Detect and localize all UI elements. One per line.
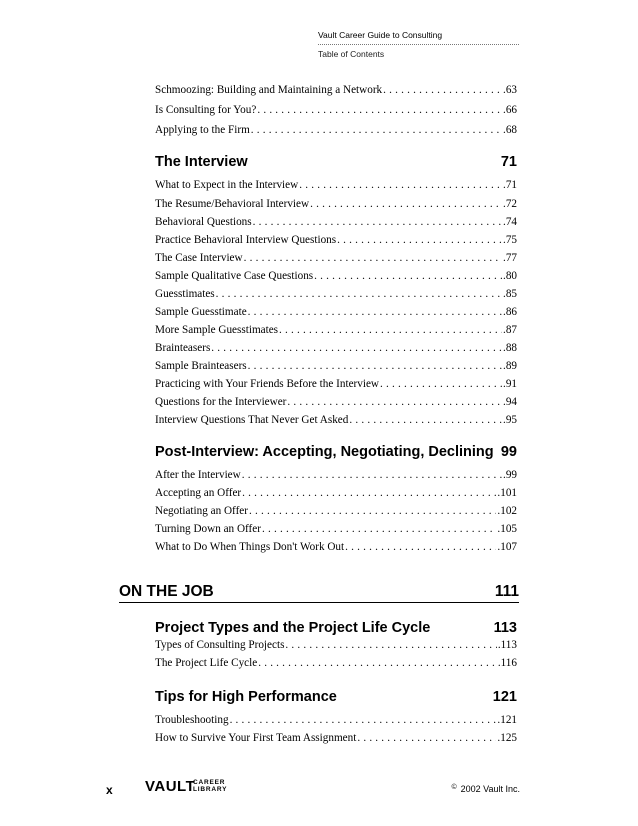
toc-title: After the Interview bbox=[155, 469, 241, 481]
toc-entry bbox=[155, 395, 517, 410]
dot-leader bbox=[230, 713, 497, 728]
toc-entry bbox=[155, 197, 517, 212]
toc-page-number: .68 bbox=[503, 124, 517, 136]
toc-page-number: .89 bbox=[503, 360, 517, 372]
toc-page-number: .102 bbox=[497, 505, 517, 517]
toc-entry bbox=[155, 287, 517, 302]
toc-entry bbox=[155, 486, 517, 501]
header-subtitle: Table of Contents bbox=[318, 49, 385, 59]
logo-wordmark: VAULT bbox=[145, 778, 196, 795]
toc-page-number: 113 bbox=[493, 620, 517, 636]
toc-title: Sample Qualitative Case Questions bbox=[155, 270, 314, 282]
dot-leader bbox=[279, 323, 502, 338]
toc-page-number: .85 bbox=[503, 288, 517, 300]
dot-leader bbox=[258, 656, 497, 671]
toc-page-number: .105 bbox=[497, 523, 517, 535]
dot-leader bbox=[242, 486, 496, 501]
toc-page-number: .121 bbox=[497, 714, 517, 726]
toc-entry bbox=[155, 504, 517, 519]
toc-title: ON THE JOB bbox=[119, 583, 214, 600]
toc-page-number: .63 bbox=[503, 84, 517, 96]
dot-leader bbox=[383, 83, 502, 98]
dot-leader bbox=[337, 233, 502, 248]
dot-leader bbox=[249, 504, 496, 519]
toc-entry bbox=[155, 377, 517, 392]
toc-title: Sample Guesstimate bbox=[155, 306, 247, 318]
toc-title: Is Consulting for You? bbox=[155, 104, 257, 116]
logo-library: LIBRARY bbox=[193, 786, 228, 793]
toc-title: Practicing with Your Friends Before the Interview bbox=[155, 378, 380, 390]
toc-title: Behavioral Questions bbox=[155, 216, 252, 228]
running-header bbox=[318, 30, 519, 59]
dot-leader bbox=[248, 359, 502, 374]
toc-page-number: .107 bbox=[497, 541, 517, 553]
dot-leader bbox=[257, 103, 502, 118]
toc-title: Troubleshooting bbox=[155, 714, 229, 726]
toc-title: Accepting an Offer bbox=[155, 487, 242, 499]
toc-title: Project Types and the Project Life Cycle bbox=[155, 620, 431, 636]
dot-leader bbox=[299, 178, 502, 193]
toc-title: The Interview bbox=[155, 154, 248, 170]
toc-entry bbox=[155, 123, 517, 138]
toc-entry bbox=[155, 713, 517, 728]
logo-career: CAREER bbox=[193, 779, 226, 786]
toc-page-number: 71 bbox=[500, 154, 517, 170]
toc-entry bbox=[155, 359, 517, 374]
toc-section-heading bbox=[155, 443, 517, 461]
toc-page-number: .91 bbox=[503, 378, 517, 390]
toc-page-number: 121 bbox=[492, 689, 517, 705]
dot-leader bbox=[345, 540, 496, 555]
toc-page-number: .86 bbox=[503, 306, 517, 318]
dot-leader bbox=[314, 269, 502, 284]
dot-leader bbox=[216, 287, 502, 302]
toc-title: The Project Life Cycle bbox=[155, 657, 258, 669]
toc-title: What to Do When Things Don't Work Out bbox=[155, 541, 345, 553]
toc-title: How to Survive Your First Team Assignment bbox=[155, 732, 357, 744]
toc-page-number: .77 bbox=[503, 252, 517, 264]
dot-leader bbox=[262, 522, 496, 537]
toc-title: Post-Interview: Accepting, Negotiating, Declining bbox=[155, 444, 494, 460]
toc-page-number: .113 bbox=[497, 639, 517, 651]
dot-leader bbox=[251, 123, 502, 138]
toc-page-number: .125 bbox=[497, 732, 517, 744]
toc-page-number: .95 bbox=[503, 414, 517, 426]
toc-section-heading bbox=[155, 153, 517, 171]
toc-entry bbox=[155, 215, 517, 230]
toc-entry bbox=[155, 233, 517, 248]
toc-page-number: .99 bbox=[503, 469, 517, 481]
toc-entry bbox=[155, 522, 517, 537]
toc-entry bbox=[155, 341, 517, 356]
toc-title: Guesstimates bbox=[155, 288, 215, 300]
toc-title: More Sample Guesstimates bbox=[155, 324, 279, 336]
toc-section-heading bbox=[155, 619, 517, 637]
copyright-symbol: © bbox=[451, 784, 457, 791]
dot-leader bbox=[349, 413, 502, 428]
toc-page-number: .80 bbox=[503, 270, 517, 282]
toc-title: Brainteasers bbox=[155, 342, 211, 354]
toc-title: Schmoozing: Building and Maintaining a Network bbox=[155, 84, 383, 96]
toc-page-number: .116 bbox=[497, 657, 517, 669]
toc-entry bbox=[155, 251, 517, 266]
toc-entry bbox=[155, 83, 517, 98]
toc-entry bbox=[155, 178, 517, 193]
toc-entry bbox=[155, 540, 517, 555]
dot-leader bbox=[287, 395, 502, 410]
toc-entry bbox=[155, 656, 517, 671]
toc-part-heading bbox=[119, 582, 519, 603]
toc-page-number: .87 bbox=[503, 324, 517, 336]
toc-entry bbox=[155, 103, 517, 118]
toc-title: Tips for High Performance bbox=[155, 689, 337, 705]
toc-page-number: 99 bbox=[500, 444, 517, 460]
toc-page-number: .74 bbox=[503, 216, 517, 228]
toc-title: Questions for the Interviewer bbox=[155, 396, 287, 408]
page-number: x bbox=[106, 783, 113, 797]
dot-leader bbox=[380, 377, 502, 392]
toc-page-number: .72 bbox=[503, 198, 517, 210]
toc-title: Sample Brainteasers bbox=[155, 360, 247, 372]
toc-title: The Case Interview bbox=[155, 252, 243, 264]
dot-leader bbox=[253, 215, 502, 230]
dot-leader bbox=[357, 731, 496, 746]
dot-leader bbox=[310, 197, 502, 212]
toc-title: Applying to the Firm bbox=[155, 124, 250, 136]
toc-page-number: .88 bbox=[503, 342, 517, 354]
toc-title: What to Expect in the Interview bbox=[155, 179, 299, 191]
toc-entry bbox=[155, 413, 517, 428]
toc-section-heading bbox=[155, 688, 517, 706]
toc-entry bbox=[155, 638, 517, 653]
toc-title: Practice Behavioral Interview Questions bbox=[155, 234, 337, 246]
dot-leader bbox=[244, 251, 502, 266]
toc-title: Turning Down an Offer bbox=[155, 523, 261, 535]
header-title: Vault Career Guide to Consulting bbox=[318, 30, 519, 45]
toc-page-number: 111 bbox=[494, 583, 519, 600]
dot-leader bbox=[248, 305, 502, 320]
copyright-text: 2002 Vault Inc. bbox=[460, 784, 520, 794]
copyright bbox=[445, 784, 520, 794]
toc-title: The Resume/Behavioral Interview bbox=[155, 198, 310, 210]
dot-leader bbox=[285, 638, 496, 653]
toc-title: Types of Consulting Projects bbox=[155, 639, 285, 651]
toc-title: Interview Questions That Never Get Asked bbox=[155, 414, 349, 426]
toc-entry bbox=[155, 468, 517, 483]
dot-leader bbox=[211, 341, 502, 356]
toc-entry bbox=[155, 305, 517, 320]
toc-page-number: .66 bbox=[503, 104, 517, 116]
toc-entry bbox=[155, 323, 517, 338]
toc-page-number: .71 bbox=[503, 179, 517, 191]
toc-entry bbox=[155, 269, 517, 284]
toc-entry bbox=[155, 731, 517, 746]
toc-page-number: .94 bbox=[503, 396, 517, 408]
dot-leader bbox=[242, 468, 502, 483]
toc-page-number: .101 bbox=[497, 487, 517, 499]
toc-title: Negotiating an Offer bbox=[155, 505, 248, 517]
toc-page-number: .75 bbox=[503, 234, 517, 246]
